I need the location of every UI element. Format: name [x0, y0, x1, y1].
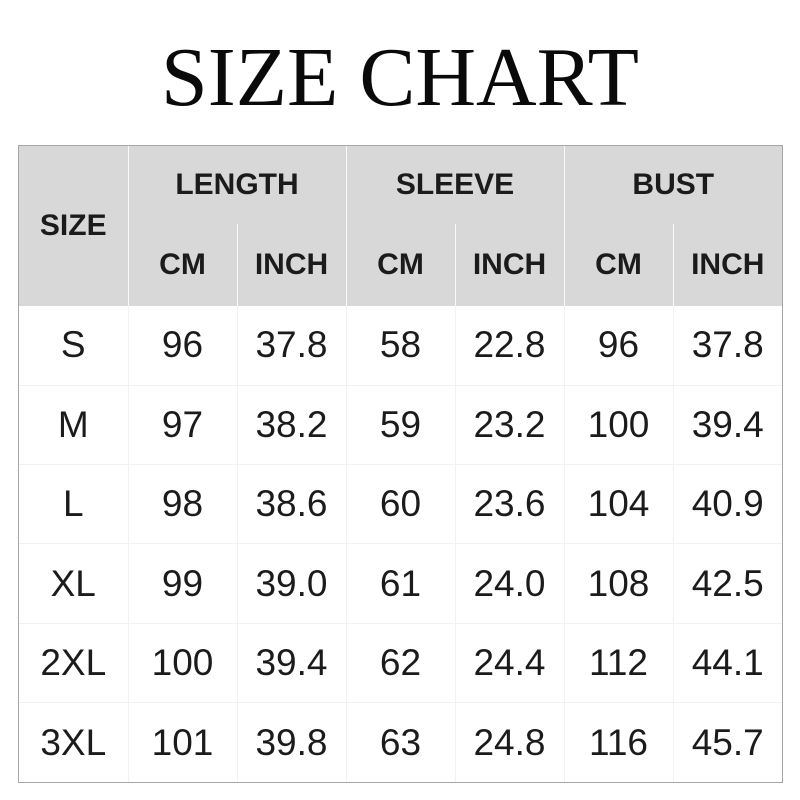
length-inch-value: 39.4: [237, 623, 346, 702]
unit-header-length-cm: CM: [128, 224, 237, 306]
bust-inch-value: 45.7: [673, 703, 782, 782]
bust-cm-value: 116: [564, 703, 673, 782]
table-body: [19, 306, 782, 782]
bust-inch-value: 44.1: [673, 623, 782, 702]
unit-header-sleeve-cm: CM: [346, 224, 455, 306]
table-row-3xl: [19, 703, 782, 782]
bust-inch-value: 40.9: [673, 465, 782, 544]
length-inch-value: 38.2: [237, 385, 346, 464]
table-row-m: [19, 385, 782, 464]
unit-header-bust-inch: INCH: [673, 224, 782, 306]
length-inch-value: 39.8: [237, 703, 346, 782]
bust-cm-value: 100: [564, 385, 673, 464]
length-cm-value: 101: [128, 703, 237, 782]
bust-inch-value: 37.8: [673, 306, 782, 385]
length-inch-value: 38.6: [237, 465, 346, 544]
unit-header-bust-cm: CM: [564, 224, 673, 306]
bust-cm-value: 96: [564, 306, 673, 385]
length-cm-value: 97: [128, 385, 237, 464]
length-inch-value: 37.8: [237, 306, 346, 385]
size-label: L: [19, 465, 128, 544]
length-cm-value: 99: [128, 544, 237, 623]
sleeve-cm-value: 58: [346, 306, 455, 385]
size-label: M: [19, 385, 128, 464]
size-label: S: [19, 306, 128, 385]
sleeve-inch-value: 24.8: [455, 703, 564, 782]
size-label: 2XL: [19, 623, 128, 702]
bust-cm-value: 112: [564, 623, 673, 702]
sleeve-cm-value: 61: [346, 544, 455, 623]
unit-header-length-inch: INCH: [237, 224, 346, 306]
sleeve-inch-value: 22.8: [455, 306, 564, 385]
sleeve-inch-value: 23.2: [455, 385, 564, 464]
bust-cm-value: 108: [564, 544, 673, 623]
size-table: [19, 146, 782, 782]
header-group-row: [19, 146, 782, 224]
size-column-header: SIZE: [19, 146, 128, 306]
page-title: SIZE CHART: [161, 31, 639, 124]
table-row-s: [19, 306, 782, 385]
sleeve-cm-value: 59: [346, 385, 455, 464]
table-row-xl: [19, 544, 782, 623]
sleeve-inch-value: 24.0: [455, 544, 564, 623]
size-chart-table: [18, 145, 783, 783]
sleeve-cm-value: 62: [346, 623, 455, 702]
length-cm-value: 96: [128, 306, 237, 385]
length-cm-value: 100: [128, 623, 237, 702]
sleeve-inch-value: 23.6: [455, 465, 564, 544]
table-row-l: [19, 465, 782, 544]
group-header-bust: BUST: [564, 146, 782, 224]
header-unit-row: [19, 224, 782, 306]
length-cm-value: 98: [128, 465, 237, 544]
bust-cm-value: 104: [564, 465, 673, 544]
bust-inch-value: 39.4: [673, 385, 782, 464]
bust-inch-value: 42.5: [673, 544, 782, 623]
size-label: 3XL: [19, 703, 128, 782]
sleeve-inch-value: 24.4: [455, 623, 564, 702]
sleeve-cm-value: 60: [346, 465, 455, 544]
group-header-sleeve: SLEEVE: [346, 146, 564, 224]
size-label: XL: [19, 544, 128, 623]
length-inch-value: 39.0: [237, 544, 346, 623]
group-header-length: LENGTH: [128, 146, 346, 224]
sleeve-cm-value: 63: [346, 703, 455, 782]
table-row-2xl: [19, 623, 782, 702]
unit-header-sleeve-inch: INCH: [455, 224, 564, 306]
table-header: [19, 146, 782, 306]
